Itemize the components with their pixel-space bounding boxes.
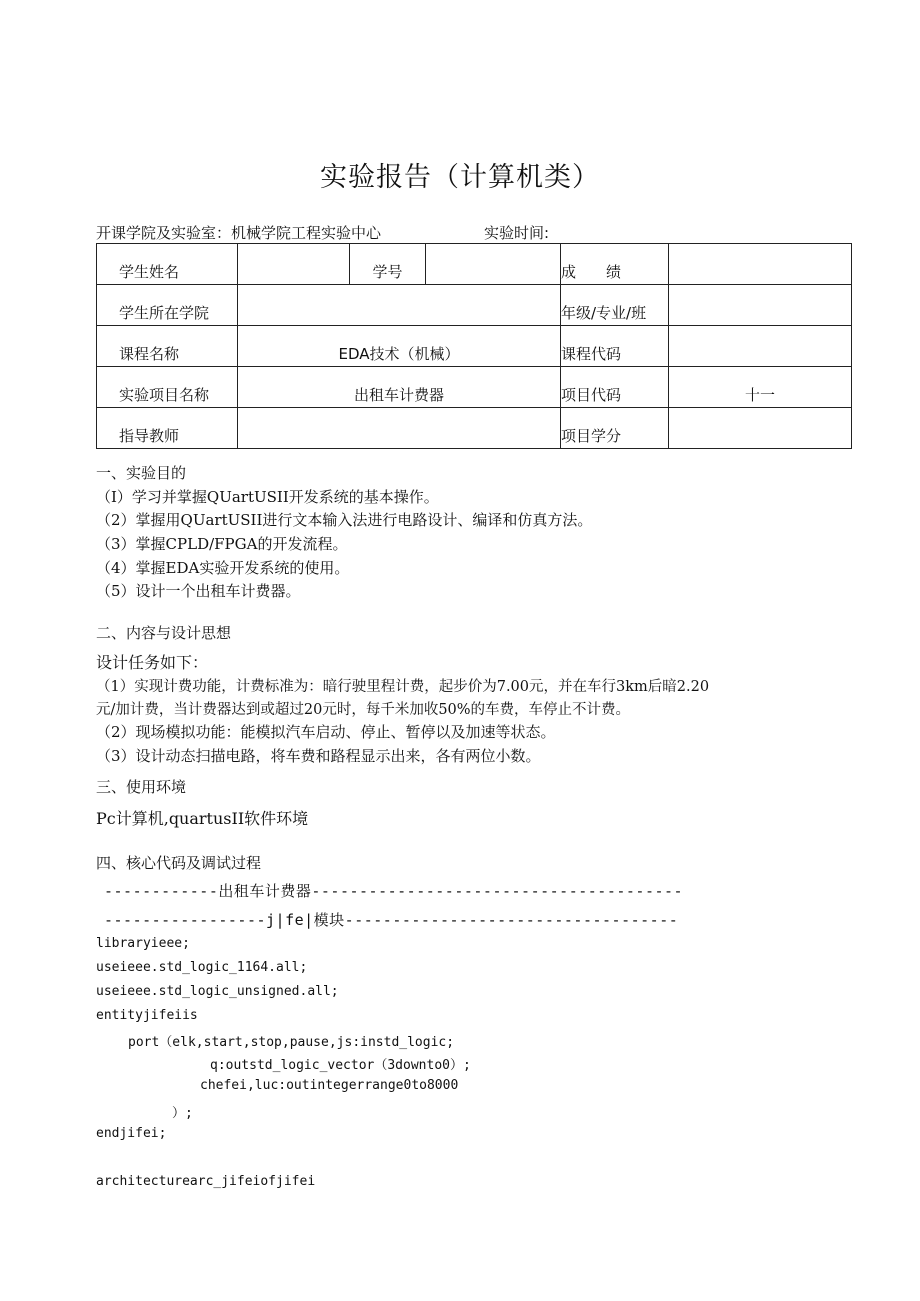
- course-name-label: 课程名称: [97, 326, 238, 367]
- environment-text: Pc计算机,quartusII软件环境: [96, 809, 309, 828]
- table-row: [97, 285, 852, 326]
- list-item: （5）设计一个出租车计费器。: [96, 582, 301, 600]
- list-item: （3）掌握CPLD/FPGA的开发流程。: [96, 535, 348, 553]
- section-heading-design: 二、内容与设计思想: [96, 624, 232, 642]
- page-title: 实验报告（计算机类）: [320, 162, 600, 193]
- table-row: [97, 408, 852, 449]
- code-separator-1: ------------出租车计费器---------------------------------------: [104, 882, 684, 900]
- student-name-label: 学生姓名: [97, 244, 238, 285]
- project-credit-value: [669, 408, 852, 449]
- code-separator-2: -----------------j|fe|模块-----------------------------------: [104, 911, 679, 929]
- table-row: [97, 244, 852, 285]
- score-label: 成 绩: [561, 244, 669, 285]
- grade-major-class-label: 年级/专业/班: [561, 285, 669, 326]
- course-name-value: EDA技术（机械）: [238, 326, 561, 367]
- code-line: libraryieee;: [96, 936, 190, 951]
- section-heading-environment: 三、使用环境: [96, 778, 187, 796]
- course-code-value: [669, 326, 852, 367]
- design-item-3: （3）设计动态扫描电路，将车费和路程显示出来，各有两位小数。: [96, 747, 541, 765]
- code-line: useieee.std_logic_1164.all;: [96, 960, 308, 975]
- project-credit-label: 项目学分: [561, 408, 669, 449]
- student-id-value: [426, 244, 561, 285]
- student-name-value: [238, 244, 350, 285]
- section-heading-code: 四、核心代码及调试过程: [96, 854, 262, 872]
- project-name-label: 实验项目名称: [97, 367, 238, 408]
- info-table: [96, 243, 852, 449]
- code-line: useieee.std_logic_unsigned.all;: [96, 984, 339, 999]
- design-intro: 设计任务如下：: [96, 653, 209, 672]
- design-item-1-line-2: 元/加计费，当计费器达到或超过20元时，每千米加收50%的车费，车停止不计费。: [96, 702, 631, 718]
- score-value: [669, 244, 852, 285]
- project-code-value: 十一: [669, 367, 852, 408]
- student-college-value: [238, 285, 561, 326]
- code-line: ）;: [172, 1106, 193, 1121]
- code-line: chefei,luc:outintegerrange0to8000: [200, 1078, 459, 1093]
- project-name-value: 出租车计费器: [238, 367, 561, 408]
- grade-major-class-value: [669, 285, 852, 326]
- experiment-time-label: 实验时间:: [484, 224, 550, 242]
- instructor-value: [238, 408, 561, 449]
- project-code-label: 项目代码: [561, 367, 669, 408]
- design-item-1-line-1: （1）实现计费功能，计费标准为：暗行驶里程计费，起步价为7.00元，并在车行3km后暗2.20: [96, 679, 710, 695]
- code-line: port（elk,start,stop,pause,js:instd_logic;: [128, 1035, 455, 1050]
- table-row: [97, 326, 852, 367]
- college-lab-label: 开课学院及实验室：机械学院工程实验中心: [96, 224, 382, 242]
- code-line: endjifei;: [96, 1126, 167, 1141]
- code-line: architecturearc_jifeiofjifei: [96, 1174, 316, 1189]
- section-heading-objectives: 一、实验目的: [96, 464, 187, 482]
- code-line: entityjifeiis: [96, 1008, 198, 1023]
- list-item: （I）学习并掌握QUartUSII开发系统的基本操作。: [96, 488, 439, 506]
- student-id-label: 学号: [350, 244, 426, 285]
- design-item-2: （2）现场模拟功能：能模拟汽车启动、停止、暂停以及加速等状态。: [96, 723, 556, 741]
- instructor-label: 指导教师: [97, 408, 238, 449]
- list-item: （4）掌握EDA实验开发系统的使用。: [96, 559, 350, 577]
- code-line: q:outstd_logic_vector（3downto0）;: [210, 1058, 471, 1073]
- list-item: （2）掌握用QUartUSII进行文本输入法进行电路设计、编译和仿真方法。: [96, 511, 593, 529]
- table-row: [97, 367, 852, 408]
- course-code-label: 课程代码: [561, 326, 669, 367]
- student-college-label: 学生所在学院: [97, 285, 238, 326]
